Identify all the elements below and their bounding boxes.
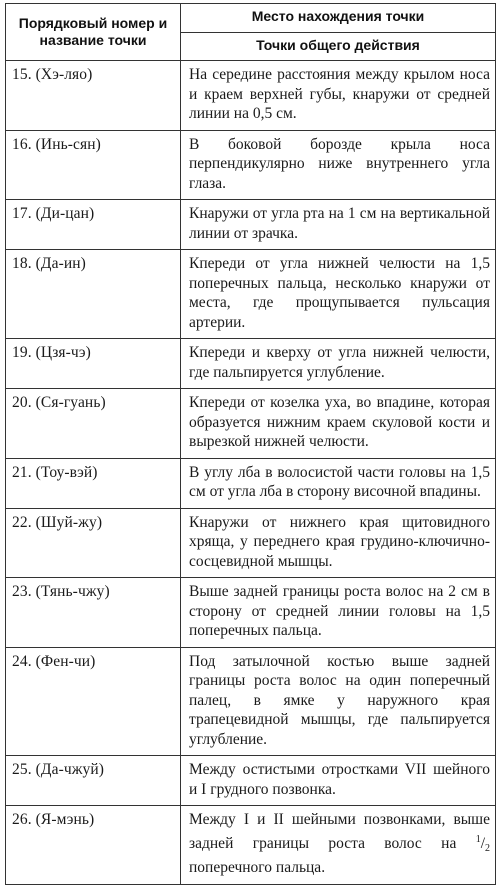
header-point-number-name: Порядковый номер и название точки [6, 4, 181, 61]
header-general-action-points: Точки общего действия [181, 33, 496, 61]
point-name: 24. (Фен-чи) [6, 647, 181, 756]
acupuncture-points-table [5, 3, 496, 885]
point-location: Кпереди от угла нижней челюсти на 1,5 поперечных пальца, несколько кнаружи от места, где прощупывается пульсация артерии. [181, 250, 496, 339]
point-name: 25. (Да-чжуй) [6, 756, 181, 806]
point-location: Кнаружи от угла рта на 1 см на вертикальной линии от зрачка. [181, 200, 496, 250]
point-location-text-tail: поперечного пальца. [189, 859, 326, 876]
table-row [6, 130, 496, 200]
table-row [6, 578, 496, 648]
point-location: Между I и II шейными позвонками, выше задней границы роста волос на $^1/_2$ поперечного пальца. [181, 806, 496, 885]
point-location: Под затылочной костью выше задней границы роста волос на один поперечный палец, в ямке у наружного края трапецевидной мышцы, где пальпируется углубление. [181, 647, 496, 756]
table-row [6, 250, 496, 339]
table-row [6, 647, 496, 756]
point-location: Кпереди и кверху от угла нижней челюсти, где пальпируется углубление. [181, 339, 496, 389]
table-row [6, 61, 496, 131]
point-name: 16. (Инь-сян) [6, 130, 181, 200]
point-location: В боковой борозде крыла носа перпендикулярно ниже внутреннего угла глаза. [181, 130, 496, 200]
point-name: 17. (Ди-цан) [6, 200, 181, 250]
point-name: 23. (Тянь-чжу) [6, 578, 181, 648]
point-name: 21. (Тоу-вэй) [6, 458, 181, 508]
table-header [6, 4, 496, 61]
table-row [6, 806, 496, 885]
point-location-text: Между I и II шейными позвонками, выше задней границы роста волос на [189, 811, 490, 852]
table-row [6, 200, 496, 250]
point-name: 22. (Шуй-жу) [6, 508, 181, 578]
fraction-numerator: 1 [475, 833, 481, 845]
point-name: 15. (Хэ-ляо) [6, 61, 181, 131]
table-row [6, 756, 496, 806]
point-location: Кпереди от козелка уха, во впадине, которая образуется нижним краем скуловой кости и вырезкой нижней челюсти. [181, 389, 496, 459]
table-row [6, 339, 496, 389]
table-body [6, 61, 496, 885]
page [5, 3, 495, 885]
table-row [6, 508, 496, 578]
point-location: Выше задней границы роста волос на 2 см в сторону от средней линии головы на 1,5 поперечных пальца. [181, 578, 496, 648]
header-point-location: Место нахождения точки [181, 4, 496, 33]
point-location: В углу лба в волосистой части головы на 1,5 см от угла лба в сторону височной впадины. [181, 458, 496, 508]
point-name: 19. (Цзя-чэ) [6, 339, 181, 389]
table-row [6, 458, 496, 508]
point-name: 26. (Я-мэнь) [6, 806, 181, 885]
point-name: 20. (Ся-гуань) [6, 389, 181, 459]
table-row [6, 389, 496, 459]
point-location: Кнаружи от нижнего края щитовидного хряща, у переднего края грудино-ключично-сосцевидной мышцы. [181, 508, 496, 578]
point-name: 18. (Да-ин) [6, 250, 181, 339]
fraction-denominator: 2 [485, 842, 491, 854]
point-location: На середине расстояния между крылом носа и краем верхней губы, кнаружи от средней линии на 0,5 см. [181, 61, 496, 131]
point-location: Между остистыми отростками VII шейного и I грудного позвонка. [181, 756, 496, 806]
